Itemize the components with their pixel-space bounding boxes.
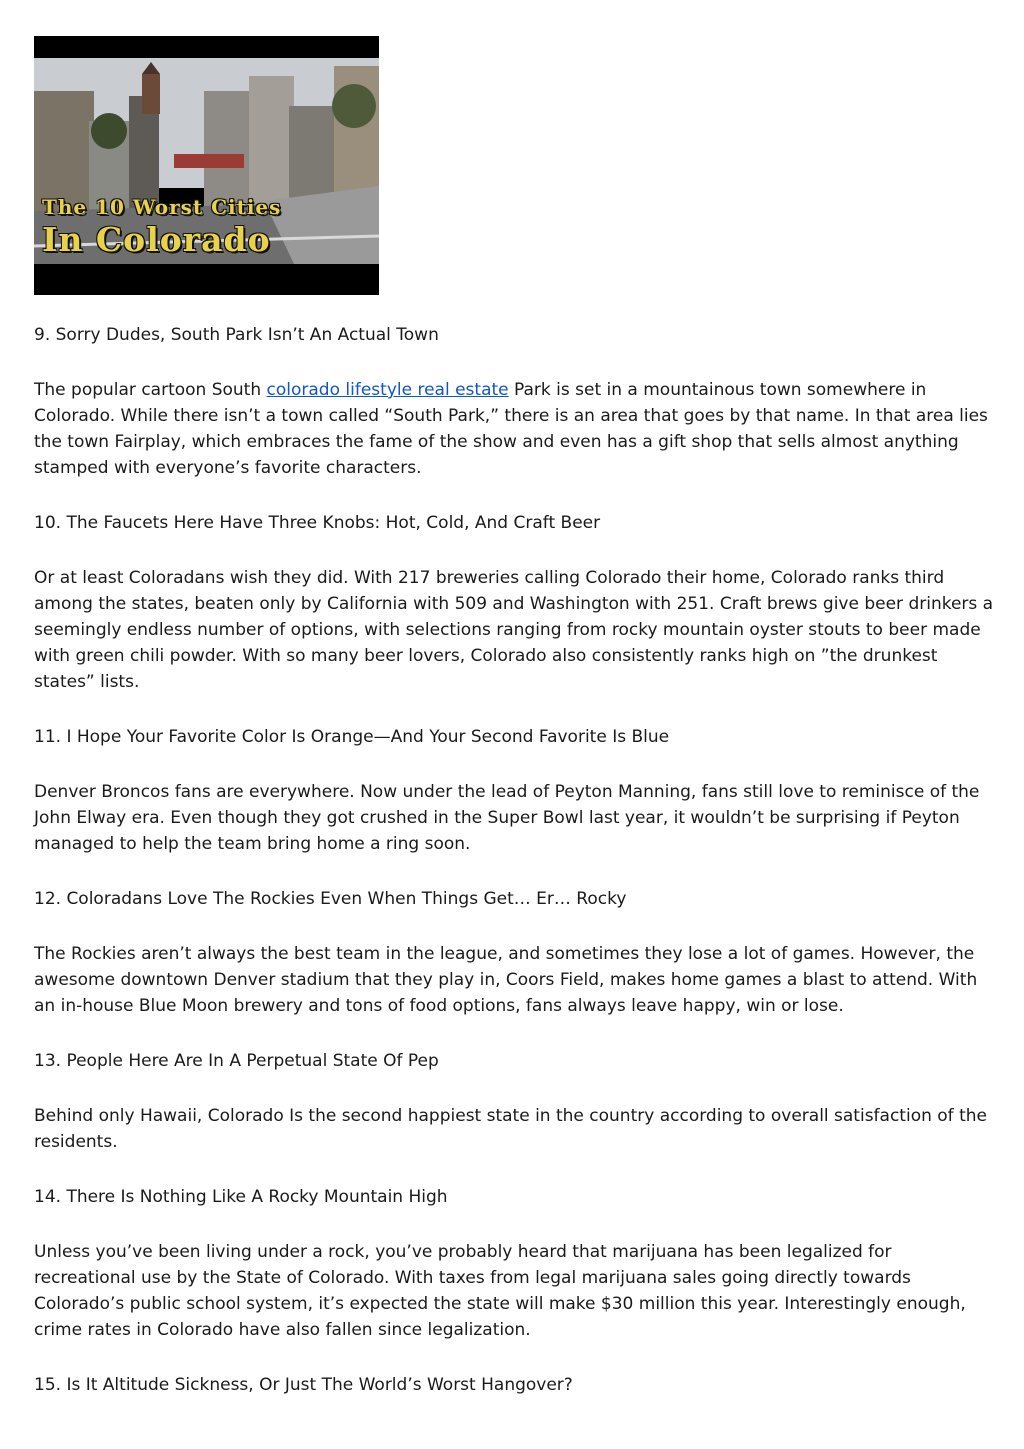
section-heading-9: 9. Sorry Dudes, South Park Isn’t An Actual Town <box>34 325 439 345</box>
section-heading-10: 10. The Faucets Here Have Three Knobs: Hot, Cold, And Craft Beer <box>34 513 601 533</box>
section-heading-15: 15. Is It Altitude Sickness, Or Just The World’s Worst Hangover? <box>34 1375 573 1395</box>
hero-image <box>34 36 379 295</box>
section-heading-14: 14. There Is Nothing Like A Rocky Mountain High <box>34 1187 448 1207</box>
body-text-before-link: The popular cartoon South <box>34 380 267 400</box>
section-heading-13: 13. People Here Are In A Perpetual State Of Pep <box>34 1051 439 1071</box>
section-heading-12: 12. Coloradans Love The Rockies Even When Things Get… Er… Rocky <box>34 889 627 909</box>
article-content <box>34 322 994 1427</box>
section-body-11: Denver Broncos fans are everywhere. Now under the lead of Peyton Manning, fans still love to reminisce of the John Elway era. Even though they got crushed in the Super Bowl last year, it wouldn’t be surprising if Peyton managed to help the team bring home a ring soon. <box>34 782 980 854</box>
hero-title-line2: In Colorado <box>42 220 271 259</box>
section-body-10: Or at least Coloradans wish they did. With 217 breweries calling Colorado their home, Colorado ranks third among the states, beaten only by California with 509 and Washington with 251. Craft brews give beer drinkers a seemingly endless number of options, with selections ranging from rocky mountain oyster stouts to beer made with green chili powder. With so many beer lovers, Colorado also consistently ranks high on ”the drunkest states” lists. <box>34 568 994 692</box>
section-heading-11: 11. I Hope Your Favorite Color Is Orange—And Your Second Favorite Is Blue <box>34 727 670 747</box>
section-body-13: Behind only Hawaii, Colorado Is the second happiest state in the country according to overall satisfaction of the residents. <box>34 1106 987 1152</box>
hero-title-line1: The 10 Worst Cities <box>42 195 282 219</box>
section-body-12: The Rockies aren’t always the best team in the league, and sometimes they lose a lot of games. However, the awesome downtown Denver stadium that they play in, Coors Field, makes home games a blast to attend. With an in-house Blue Moon brewery and tons of food options, fans always leave happy, win or lose. <box>34 944 978 1016</box>
colorado-real-estate-link[interactable]: colorado lifestyle real estate <box>266 380 509 400</box>
section-body-14: Unless you’ve been living under a rock, you’ve probably heard that marijuana has been legalized for recreational use by the State of Colorado. With taxes from legal marijuana sales going directly towards Colorado’s public school system, it’s expected the state will make $30 million this year. Interestingly enough, crime rates in Colorado have also fallen since legalization. <box>34 1242 966 1340</box>
section-body-9 <box>34 377 994 481</box>
body-text-after-link: Park is set in a mountainous town somewhere in Colorado. While there isn’t a town called “South Park,” there is an area that goes by that name. In that area lies the town Fairplay, which embraces the fame of the show and even has a gift shop that sells almost anything stamped with everyone’s favorite characters. <box>34 380 988 478</box>
